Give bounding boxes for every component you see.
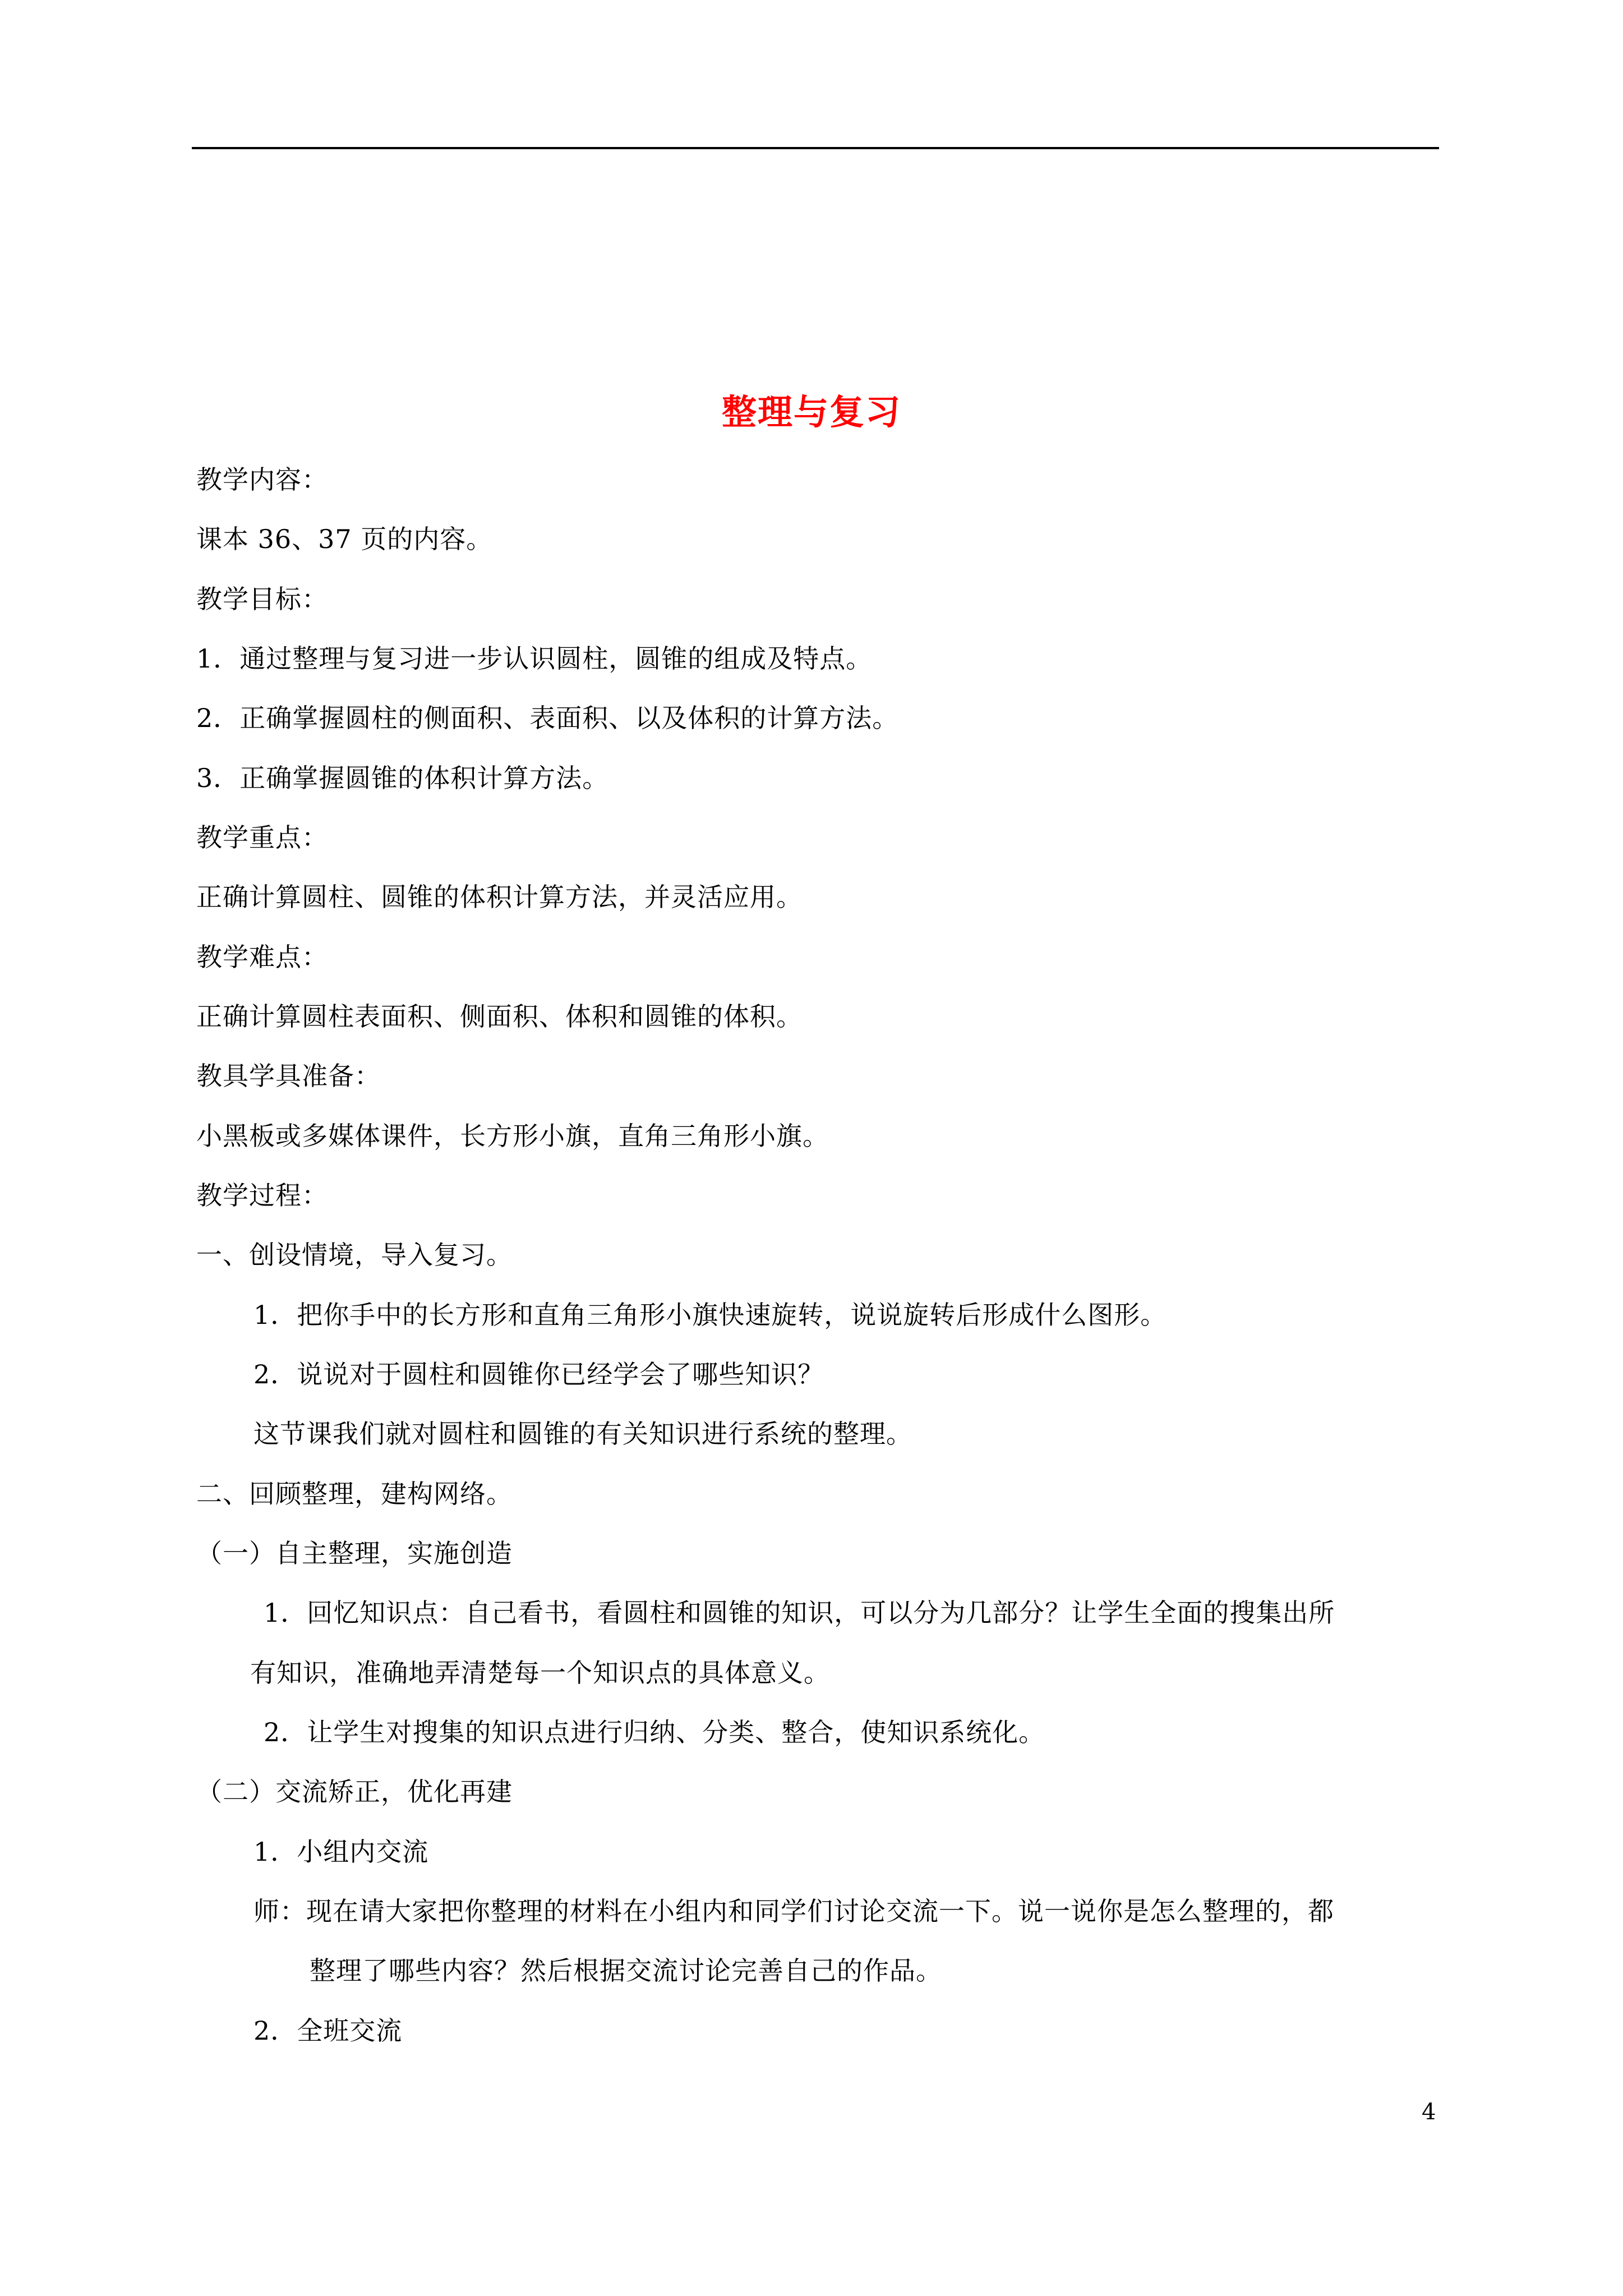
sub-1-item-2: 2．让学生对搜集的知识点进行归纳、分类、整合，使知识系统化。	[264, 1717, 1045, 1747]
header-rule	[192, 147, 1439, 149]
teacher-paragraph: 师：现在请大家把你整理的材料在小组内和同学们讨论交流一下。说一说你是怎么整理的，都	[253, 1896, 1334, 1926]
sub-1-item-1: 1．回忆知识点：自己看书，看圆柱和圆锥的知识，可以分为几部分？让学生全面的搜集出所	[264, 1598, 1335, 1628]
paragraph-key-points: 正确计算圆柱、圆锥的体积计算方法，并灵活应用。	[196, 882, 803, 912]
step-heading-2: 二、回顾整理，建构网络。	[196, 1479, 513, 1509]
section-heading-key-points: 教学重点：	[196, 822, 328, 853]
section-heading-content: 教学内容：	[196, 464, 328, 495]
objective-item-3: 3．正确掌握圆锥的体积计算方法。	[196, 763, 609, 793]
sub-heading-2: （二）交流矫正，优化再建	[196, 1777, 513, 1807]
section-heading-process: 教学过程：	[196, 1180, 328, 1211]
section-heading-objectives: 教学目标：	[196, 584, 328, 614]
section-heading-difficulties: 教学难点：	[196, 942, 328, 972]
page-number: 4	[1422, 2099, 1436, 2125]
paragraph-materials: 小黑板或多媒体课件，长方形小旗，直角三角形小旗。	[196, 1121, 829, 1151]
paragraph-difficulties: 正确计算圆柱表面积、侧面积、体积和圆锥的体积。	[196, 1001, 803, 1032]
section-heading-materials: 教具学具准备：	[196, 1061, 381, 1091]
objective-item-1: 1．通过整理与复习进一步认识圆柱，圆锥的组成及特点。	[196, 643, 873, 674]
step-1-item-2: 2．说说对于圆柱和圆锥你已经学会了哪些知识？	[253, 1359, 824, 1389]
teacher-paragraph-continued: 整理了哪些内容？然后根据交流讨论完善自己的作品。	[310, 1955, 942, 1986]
paragraph-content: 课本 36、37 页的内容。	[196, 524, 493, 554]
page-title: 整理与复习	[721, 392, 901, 432]
step-heading-1: 一、创设情境，导入复习。	[196, 1240, 513, 1270]
step-1-paragraph: 这节课我们就对圆柱和圆锥的有关知识进行系统的整理。	[253, 1419, 912, 1449]
sub-1-item-1-continued: 有知识，准确地弄清楚每一个知识点的具体意义。	[250, 1658, 830, 1688]
step-1-item-1: 1．把你手中的长方形和直角三角形小旗快速旋转，说说旋转后形成什么图形。	[253, 1300, 1167, 1330]
sub-2-item-2: 2．全班交流	[253, 2016, 403, 2046]
sub-heading-1: （一）自主整理，实施创造	[196, 1538, 513, 1568]
objective-item-2: 2．正确掌握圆柱的侧面积、表面积、以及体积的计算方法。	[196, 703, 899, 733]
sub-2-item-1: 1．小组内交流	[253, 1837, 429, 1867]
